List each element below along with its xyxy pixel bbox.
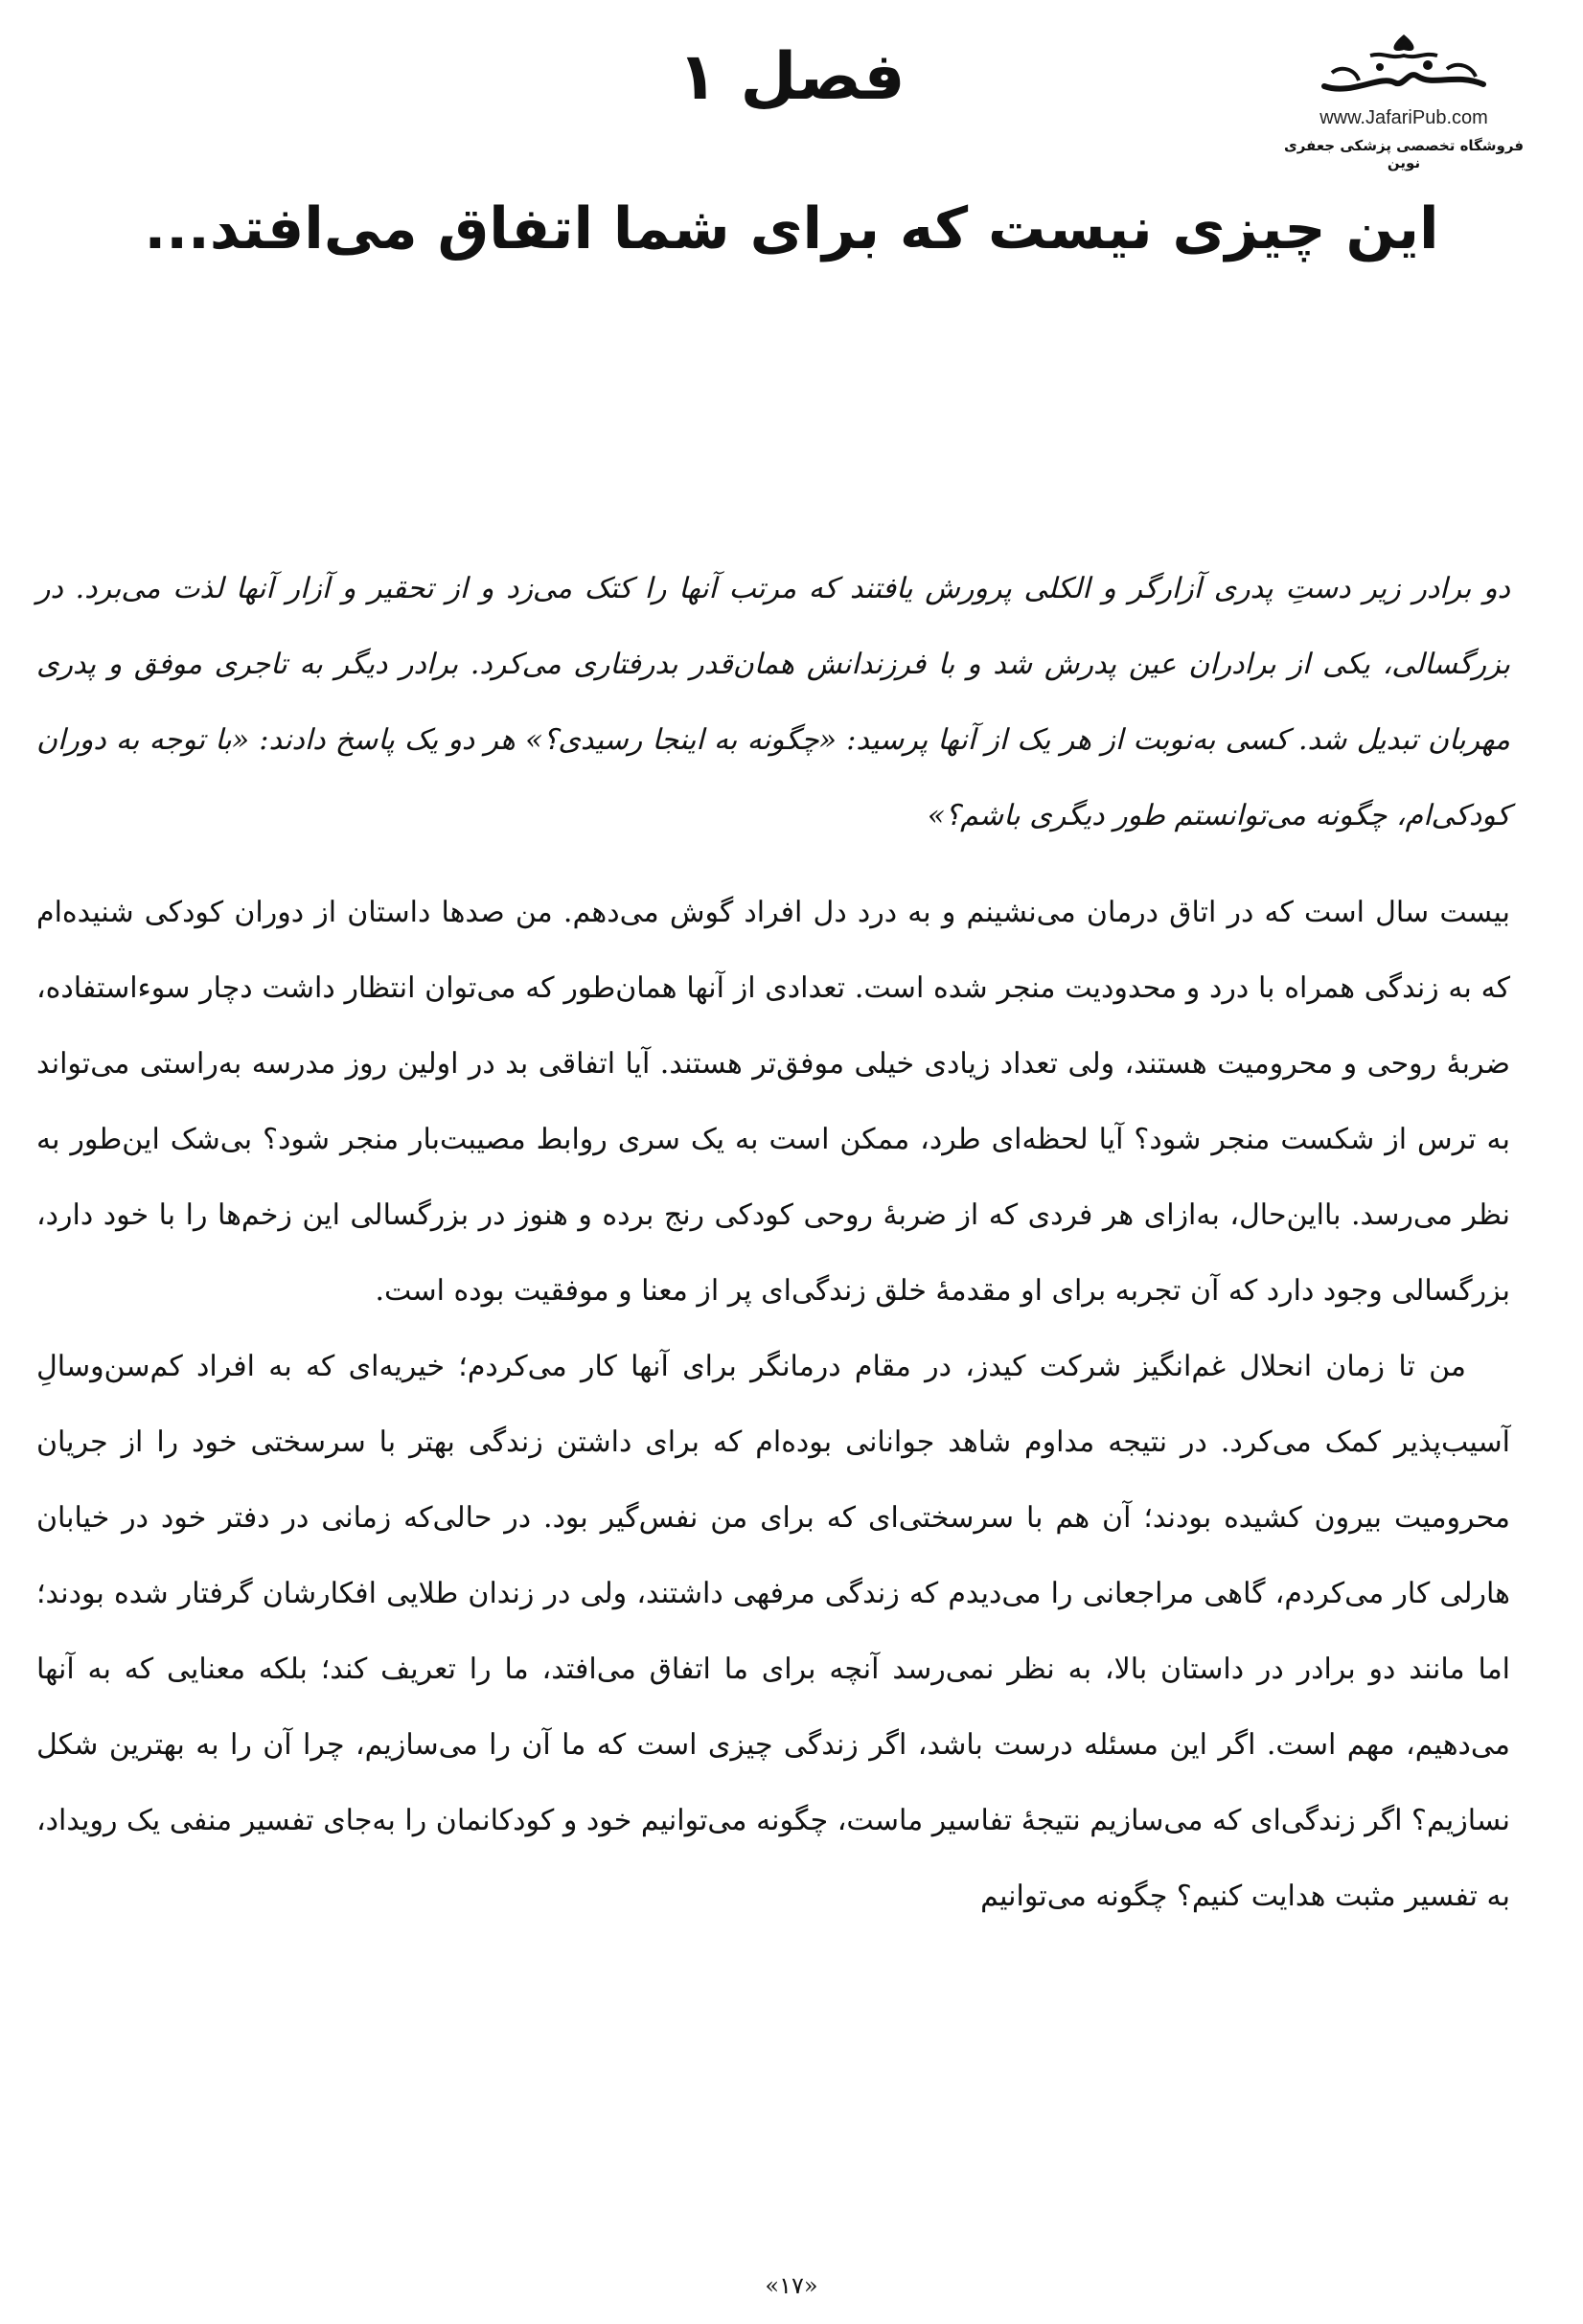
publisher-tagline: فروشگاه تخصصی پزشکی جعفری نوین <box>1283 137 1525 171</box>
publisher-website[interactable]: www.JafariPub.com <box>1319 107 1488 128</box>
chapter-body <box>36 551 1510 1934</box>
epigraph: دو برادر زیر دستِ پدری آزارگر و الکلی پرورش یافتند که مرتب آنها را کتک می‌زد و از تحقیر و آزار آنها لذت می‌برد. در بزرگسالی، یکی از برادران عین پدرش شد و با فرزندانش همان‌قدر بدرفتاری می‌کرد. برادر دیگر به تاجری موفق و پدری مهربان تبدیل شد. کسی به‌نوبت از هر یک از آنها پرسید: «چگونه به اینجا رسیدی؟» هر دو یک پاسخ دادند: «با توجه به دوران کودکی‌ام، چگونه می‌توانستم طور دیگری باشم؟» <box>36 572 1510 832</box>
body-paragraph-1: بیست سال است که در اتاق درمان می‌نشینم و به درد دل افراد گوش می‌دهم. من صدها داستان از دوران کودکی شنیده‌ام که به زندگی همراه با درد و محدودیت منجر شده است. تعدادی از آنها همان‌طور که می‌توان انتظار داشت دچار سوءاستفاده، ضربهٔ روحی و محرومیت هستند، ولی تعداد زیادی خیلی موفق‌تر هستند. آیا اتفاقی بد در اولین روز مدرسه به‌راستی می‌تواند به ترس از شکست منجر شود؟ آیا لحظه‌ای طرد، ممکن است به یک سری روابط مصیبت‌بار منجر شود؟ بی‌شک این‌طور به نظر می‌رسد. بااین‌حال، به‌ازای هر فردی که از ضربهٔ روحی کودکی رنج برده و هنوز در بزرگسالی این زخم‌ها را با خود دارد، بزرگسالی وجود دارد که آن تجربه برای او مقدمهٔ خلق زندگی‌ای پر از معنا و موفقیت بوده است. <box>36 896 1510 1308</box>
chapter-label: فصل ۱ <box>677 39 906 115</box>
page-number: «۱۷» <box>765 2272 818 2299</box>
chapter-title: این چیزی نیست که برای شما اتفاق می‌افتد... <box>144 195 1439 262</box>
body-paragraph-2: من تا زمان انحلال غم‌انگیز شرکت کیدز، در مقام درمانگر برای آنها کار می‌کردم؛ خیریه‌ای که به افراد کم‌سن‌وسالِ آسیب‌پذیر کمک می‌کرد. در نتیجه مداوم شاهد جوانانی بوده‌ام که برای داشتن زندگی بهتر با سرسختی خود را از جریان محرومیت بیرون کشیده بودند؛ آن هم با سرسختی‌ای که برای من نفس‌گیر بود. در حالی‌که زمانی در دفتر خود در خیابان هارلی کار می‌کردم، گاهی مراجعانی را می‌دیدم که زندگی مرفهی داشتند، ولی در زندان طلایی افکارشان گرفتار شده بودند؛ اما مانند دو برادر در داستان بالا، به نظر نمی‌رسد آنچه برای ما اتفاق می‌افتد، ما را تعریف کند؛ بلکه معنایی که به آنها می‌دهیم، مهم است. اگر این مسئله درست باشد، اگر زندگی چیزی است که ما آن را می‌سازیم، چرا آن را به بهترین شکل نسازیم؟ اگر زندگی‌ای که می‌سازیم نتیجهٔ تفاسیر ماست، چگونه می‌توانیم خود و کودکانمان را به‌جای تفسیر منفی یک رویداد، به تفسیر مثبت هدایت کنیم؟ چگونه می‌توانیم <box>36 1350 1510 1913</box>
